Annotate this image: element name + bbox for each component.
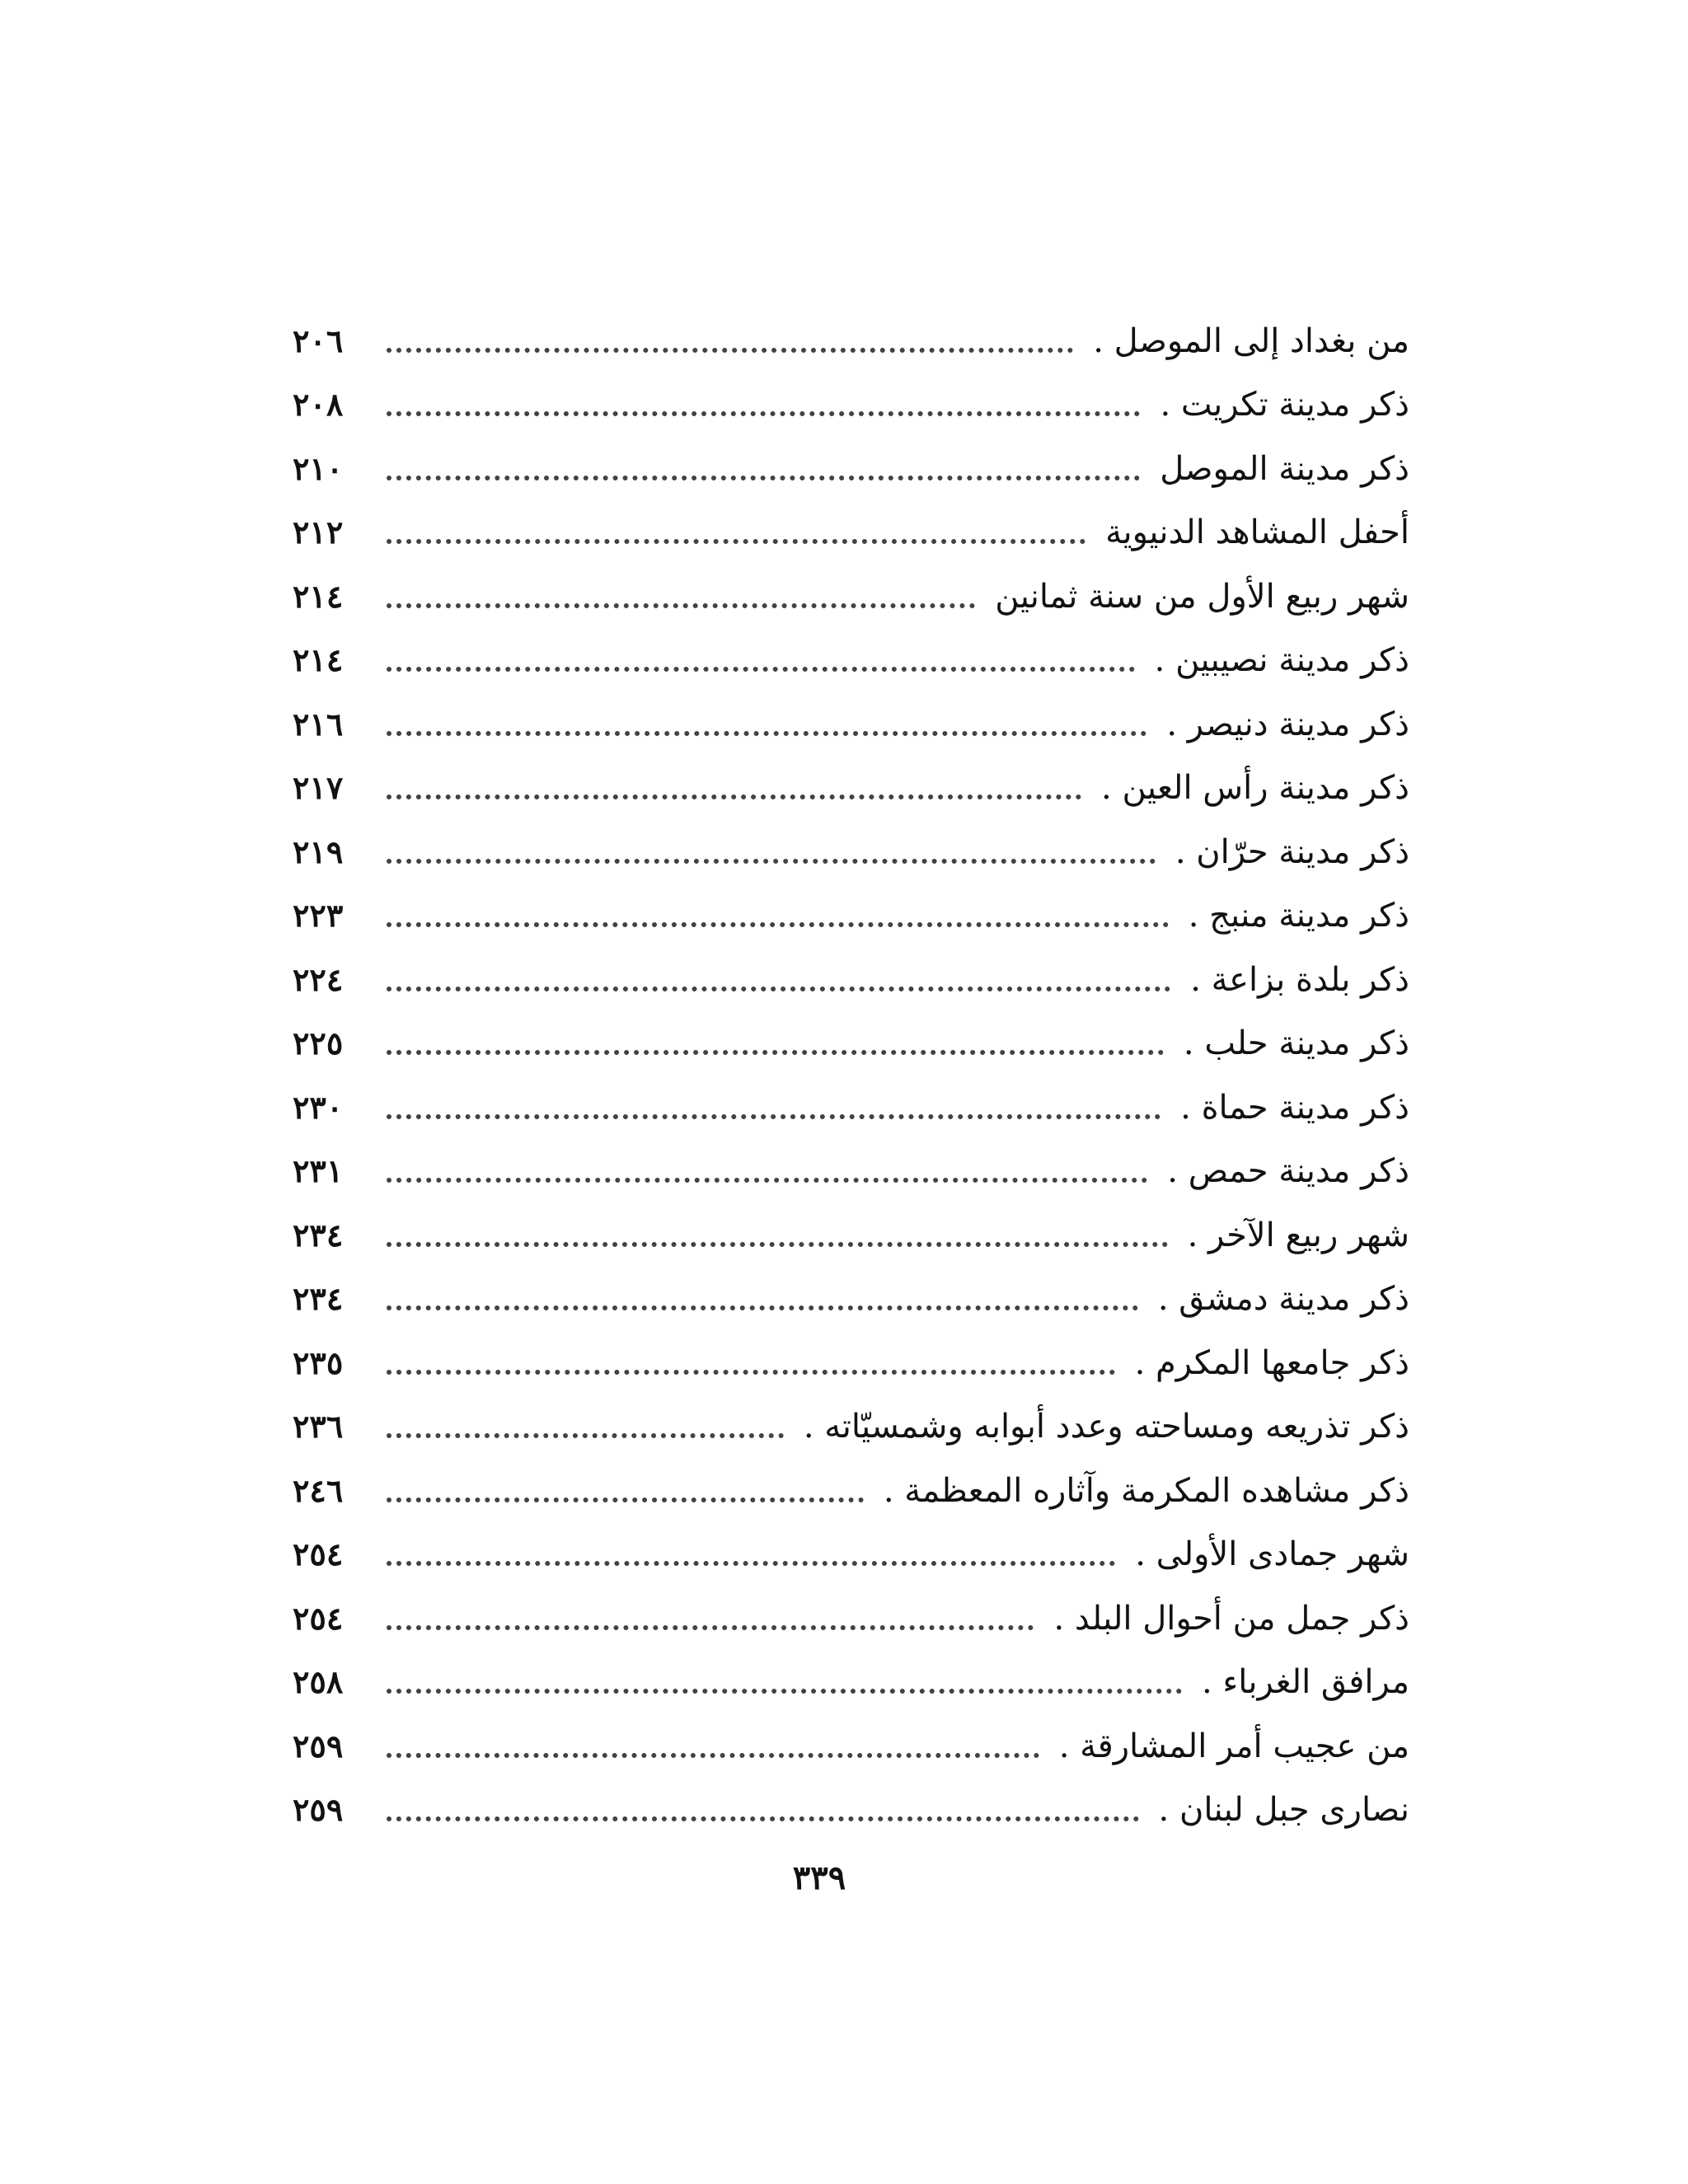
dot-leader — [387, 1815, 1139, 1821]
toc-row — [293, 1203, 1409, 1268]
toc-page-number: ٢٣٦ — [293, 1408, 344, 1446]
toc-row — [293, 565, 1409, 629]
toc-row — [293, 373, 1409, 438]
dot-leader — [387, 346, 1073, 353]
dot-leader — [387, 793, 1081, 799]
dot-leader — [387, 1048, 1164, 1055]
dot-leader — [387, 1687, 1182, 1694]
toc-page-number: ٢٢٤ — [293, 960, 344, 998]
dot-leader — [387, 1368, 1115, 1375]
toc-entry-title: ذكر بلدة بزاعة . — [1190, 960, 1409, 999]
toc-entry-title: شهر ربيع الأول من سنة ثمانين — [995, 577, 1409, 616]
toc-entry-title: ذكر مدينة دمشق . — [1157, 1280, 1409, 1319]
dot-leader — [387, 1624, 1034, 1630]
toc-page-number: ٢٣٥ — [293, 1343, 344, 1381]
toc-page-number: ٢١٧ — [293, 769, 344, 807]
toc-entry-title: شهر ربيع الآخر . — [1187, 1216, 1409, 1254]
toc-row — [293, 629, 1409, 693]
toc-entry-title: ذكر تذريعه ومساحته وعدد أبوابه وشمسيّاته . — [803, 1408, 1409, 1446]
toc-page-number: ٢١٠ — [293, 449, 344, 487]
toc-row — [293, 884, 1409, 949]
toc-page-number: ٢١٤ — [293, 577, 344, 615]
toc-row — [293, 1140, 1409, 1204]
toc-entry-title: أحفل المشاهد الدنيوية — [1105, 513, 1409, 552]
toc-row — [293, 692, 1409, 757]
toc-row — [293, 1395, 1409, 1460]
dot-leader — [387, 857, 1156, 864]
toc-page-number: ٢٠٦ — [293, 321, 344, 359]
dot-leader — [387, 1176, 1147, 1183]
dot-leader — [387, 985, 1170, 991]
dot-leader — [387, 537, 1085, 544]
toc-row — [293, 1268, 1409, 1332]
dot-leader — [387, 1304, 1138, 1310]
toc-entry-title: ذكر جامعها المكرم . — [1134, 1343, 1409, 1382]
toc-row — [293, 1779, 1409, 1843]
toc-page-number: ٢٥٩ — [293, 1791, 344, 1829]
toc-entry-title: نصارى جبل لبنان . — [1158, 1791, 1409, 1830]
toc-page-number: ٢١٤ — [293, 641, 344, 679]
toc-entry-title: ذكر مدينة حمص . — [1167, 1152, 1409, 1191]
dot-leader — [387, 1751, 1039, 1758]
toc-row — [293, 948, 1409, 1012]
toc-row — [293, 309, 1409, 373]
toc-row — [293, 501, 1409, 565]
toc-page-number: ٢٣٤ — [293, 1280, 344, 1318]
toc-entry-title: ذكر مدينة حلب . — [1183, 1024, 1409, 1063]
toc-row — [293, 1012, 1409, 1076]
toc-entry-title: ذكر مدينة رأس العين . — [1101, 769, 1409, 808]
toc-page-number: ٢١٢ — [293, 513, 344, 551]
toc-entry-title: ذكر مدينة حرّان . — [1175, 832, 1409, 871]
toc-page-number: ٢٣١ — [293, 1152, 344, 1190]
toc-page-number: ٢٥٨ — [293, 1663, 344, 1701]
toc-page-number: ٢١٦ — [293, 705, 344, 743]
toc-row — [293, 437, 1409, 501]
toc-page-number: ٢٠٨ — [293, 386, 344, 424]
toc-page-number: ٢٥٤ — [293, 1599, 344, 1637]
toc-row — [293, 1651, 1409, 1715]
table-of-contents — [293, 309, 1409, 1842]
dot-leader — [387, 1432, 784, 1438]
dot-leader — [387, 921, 1169, 927]
toc-row — [293, 1331, 1409, 1395]
dot-leader — [387, 1559, 1115, 1566]
dot-leader — [387, 729, 1146, 736]
toc-entry-title: من بغداد إلى الموصل . — [1093, 321, 1409, 360]
toc-entry-title: ذكر مدينة حماة . — [1180, 1088, 1409, 1127]
toc-entry-title: ذكر مدينة الموصل — [1160, 449, 1409, 488]
dot-leader — [387, 665, 1135, 672]
toc-page-number: ٢٤٦ — [293, 1471, 344, 1509]
toc-row — [293, 1523, 1409, 1587]
toc-entry-title: ذكر مدينة تكريت . — [1160, 386, 1409, 424]
toc-row — [293, 1714, 1409, 1779]
toc-entry-title: شهر جمادى الأولى . — [1135, 1535, 1409, 1574]
page-number-footer: ٣٣٩ — [792, 1858, 846, 1897]
toc-row — [293, 820, 1409, 884]
toc-row — [293, 1076, 1409, 1140]
toc-entry-title: ذكر مدينة منبج . — [1188, 897, 1409, 935]
toc-entry-title: مرافق الغرباء . — [1201, 1663, 1409, 1702]
toc-entry-title: ذكر مدينة نصيبين . — [1154, 641, 1409, 680]
toc-entry-title: ذكر مشاهده المكرمة وآثاره المعظمة . — [883, 1471, 1409, 1510]
toc-row — [293, 757, 1409, 821]
toc-entry-title: ذكر مدينة دنيصر . — [1166, 705, 1409, 743]
toc-page-number: ٢٣٤ — [293, 1216, 344, 1254]
toc-page-number: ٢٥٤ — [293, 1535, 344, 1573]
toc-page-number: ٢١٩ — [293, 832, 344, 870]
toc-entry-title: من عجيب أمر المشارقة . — [1058, 1727, 1409, 1765]
dot-leader — [387, 410, 1140, 416]
toc-page-number: ٢٥٩ — [293, 1727, 344, 1765]
dot-leader — [387, 1496, 864, 1502]
toc-page-number: ٢٢٥ — [293, 1024, 344, 1062]
toc-row — [293, 1586, 1409, 1651]
toc-page-number: ٢٣٠ — [293, 1088, 344, 1126]
dot-leader — [387, 1240, 1168, 1247]
dot-leader — [387, 474, 1140, 480]
toc-page-number: ٢٢٣ — [293, 897, 344, 935]
dot-leader — [387, 602, 975, 608]
toc-entry-title: ذكر جمل من أحوال البلد . — [1053, 1599, 1409, 1638]
toc-row — [293, 1459, 1409, 1523]
dot-leader — [387, 1113, 1160, 1119]
